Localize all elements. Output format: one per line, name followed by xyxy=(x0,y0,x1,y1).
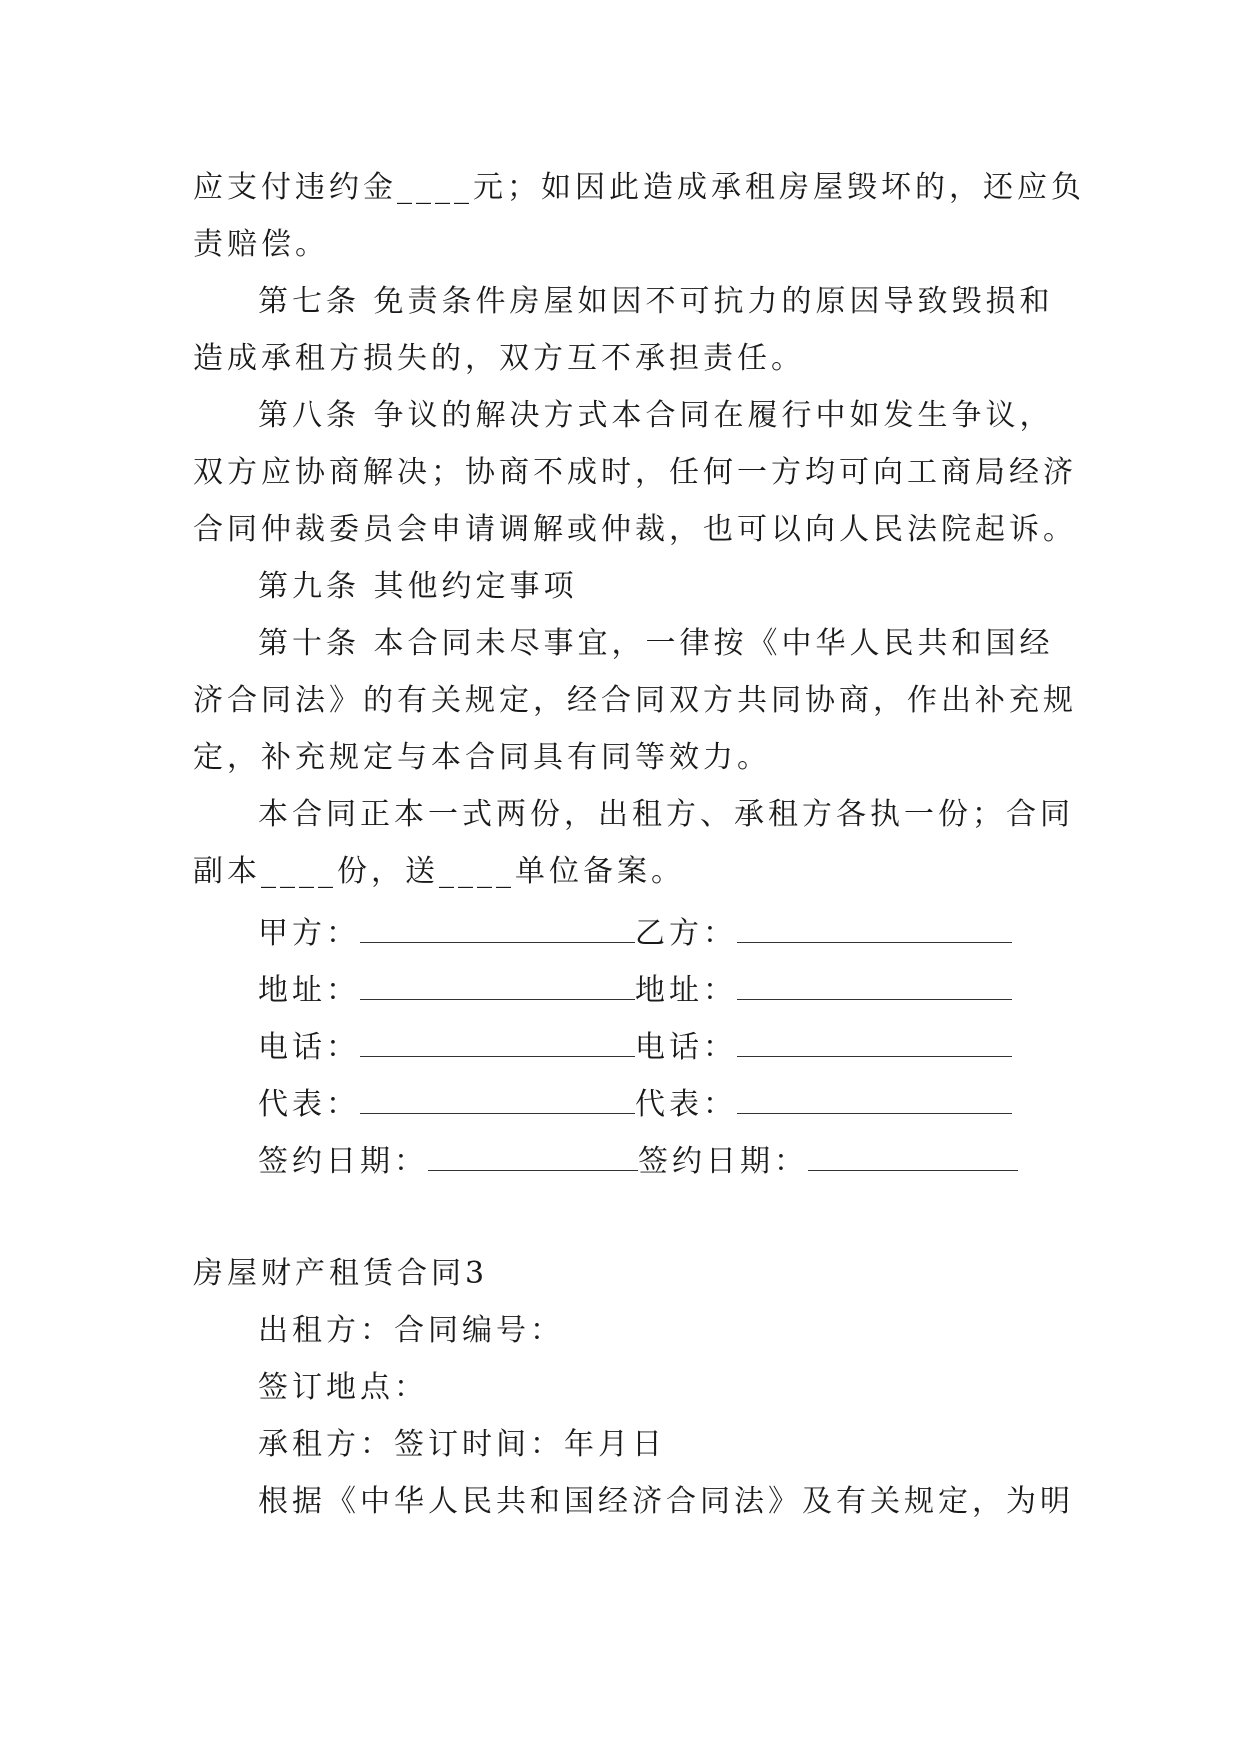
rep-a-blank xyxy=(360,1083,635,1114)
address-b-blank xyxy=(737,969,1012,1000)
phone-b-blank xyxy=(737,1026,1012,1057)
address-b-label: 地址： xyxy=(635,973,737,1008)
paragraph-line: 济合同法》的有关规定，经合同双方共同协商，作出补充规 xyxy=(193,683,1077,718)
phone-a-blank xyxy=(360,1026,635,1057)
signature-row-date xyxy=(258,1140,1018,1182)
signature-row-address xyxy=(258,969,1012,1011)
address-a-label: 地址： xyxy=(258,973,360,1008)
date-a-label: 签约日期： xyxy=(258,1144,428,1179)
paragraph-line: 合同仲裁委员会申请调解或仲裁，也可以向人民法院起诉。 xyxy=(193,512,1077,547)
phone-b-label: 电话： xyxy=(635,1030,737,1065)
rep-a-label: 代表： xyxy=(258,1087,360,1122)
signature-row-phone xyxy=(258,1026,1012,1068)
section-title: 房屋财产租赁合同3 xyxy=(193,1256,489,1291)
date-b-blank xyxy=(808,1140,1018,1171)
signature-row-representative xyxy=(258,1083,1012,1125)
paragraph-line: 责赔偿。 xyxy=(193,227,329,262)
signature-row-party xyxy=(258,912,1012,954)
date-a-blank xyxy=(428,1140,638,1171)
article-9-heading: 第九条 其他约定事项 xyxy=(258,569,578,604)
contract-header-line: 签订地点： xyxy=(258,1370,428,1405)
article-7-heading: 第七条 免责条件房屋如因不可抗力的原因导致毁损和 xyxy=(258,284,1054,319)
rep-b-blank xyxy=(737,1083,1012,1114)
paragraph-line: 定，补充规定与本合同具有同等效力。 xyxy=(193,740,771,775)
contract-intro-line: 根据《中华人民共和国经济合同法》及有关规定，为明 xyxy=(258,1484,1074,1519)
copies-paragraph: 本合同正本一式两份，出租方、承租方各执一份；合同 xyxy=(258,797,1074,832)
party-a-blank xyxy=(360,912,635,943)
date-b-label: 签约日期： xyxy=(638,1144,808,1179)
phone-a-label: 电话： xyxy=(258,1030,360,1065)
party-a-label: 甲方： xyxy=(258,916,360,951)
rep-b-label: 代表： xyxy=(635,1087,737,1122)
article-10-heading: 第十条 本合同未尽事宜，一律按《中华人民共和国经 xyxy=(258,626,1054,661)
paragraph-line: 双方应协商解决；协商不成时，任何一方均可向工商局经济 xyxy=(193,455,1077,490)
paragraph-line: 造成承租方损失的，双方互不承担责任。 xyxy=(193,341,805,376)
party-b-blank xyxy=(737,912,1012,943)
contract-header-line: 承租方：签订时间：年月日 xyxy=(258,1427,666,1462)
paragraph-line: 应支付违约金____元；如因此造成承租房屋毁坏的，还应负 xyxy=(193,170,1085,205)
address-a-blank xyxy=(360,969,635,1000)
article-8-heading: 第八条 争议的解决方式本合同在履行中如发生争议， xyxy=(258,398,1054,433)
contract-header-line: 出租方：合同编号： xyxy=(258,1313,564,1348)
party-b-label: 乙方： xyxy=(635,916,737,951)
paragraph-line: 副本____份，送____单位备案。 xyxy=(193,854,685,889)
